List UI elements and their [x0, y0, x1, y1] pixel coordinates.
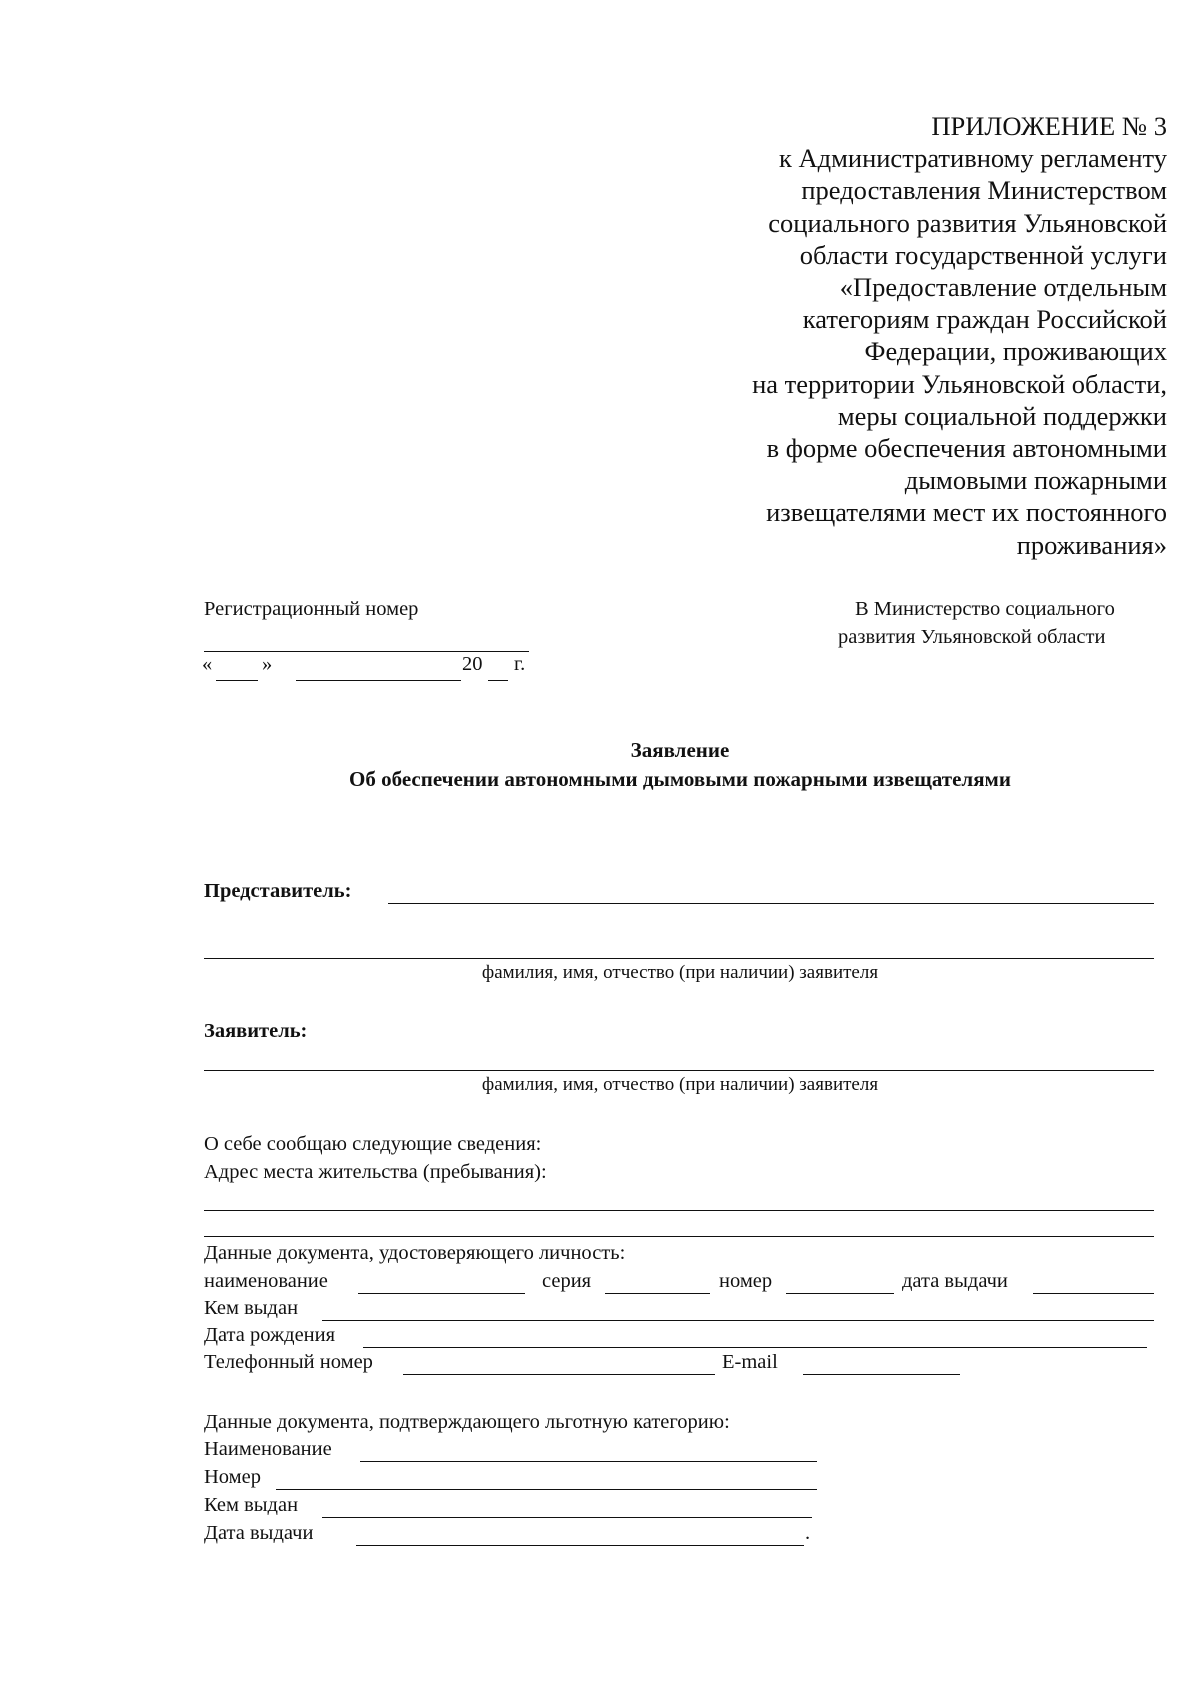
appendix-line: предоставления Министерством	[801, 175, 1167, 206]
birth-date-field[interactable]	[363, 1347, 1147, 1348]
appendix-line: к Административному регламенту	[779, 143, 1167, 174]
email-label: E-mail	[722, 1351, 778, 1373]
representative-label: Представитель:	[204, 880, 352, 902]
phone-field[interactable]	[403, 1374, 715, 1375]
applicant-label: Заявитель:	[204, 1020, 308, 1042]
appendix-line: «Предоставление отдельным	[839, 272, 1167, 303]
identity-doc-issued-by-label: Кем выдан	[204, 1297, 299, 1319]
benefit-doc-issue-date-field[interactable]	[356, 1545, 804, 1546]
benefit-doc-number-label: Номер	[204, 1466, 261, 1488]
registration-number-label: Регистрационный номер	[204, 598, 419, 620]
registration-number-field[interactable]	[204, 651, 529, 652]
appendix-header	[600, 110, 1167, 561]
appendix-line: на территории Ульяновской области,	[752, 368, 1167, 399]
address-field-line-2[interactable]	[204, 1236, 1154, 1237]
statement-subtitle: Об обеспечении автономными дымовыми пожарными извещателями	[349, 767, 1011, 791]
representative-name-field[interactable]	[204, 958, 1154, 959]
benefit-doc-end-mark: .	[805, 1522, 811, 1544]
identity-doc-series-field[interactable]	[605, 1293, 710, 1294]
appendix-line: категориям граждан Российской	[802, 304, 1167, 335]
registration-day-field[interactable]	[216, 680, 258, 681]
identity-doc-issue-date-field[interactable]	[1033, 1293, 1154, 1294]
benefit-doc-number-field[interactable]	[276, 1489, 817, 1490]
identity-doc-name-label: наименование	[204, 1270, 328, 1292]
phone-label: Телефонный номер	[204, 1351, 373, 1373]
appendix-title: ПРИЛОЖЕНИЕ № 3	[931, 111, 1167, 141]
registration-year-suffix: г.	[514, 653, 526, 675]
email-field[interactable]	[803, 1374, 960, 1375]
addressee-line-1: В Министерство социального	[855, 598, 1115, 620]
benefit-doc-heading: Данные документа, подтверждающего льготную категорию:	[204, 1411, 730, 1433]
appendix-line: Федерации, проживающих	[864, 336, 1167, 367]
identity-doc-name-field[interactable]	[358, 1293, 525, 1294]
representative-caption: фамилия, имя, отчество (при наличии) заявителя	[481, 962, 879, 983]
appendix-line: дымовыми пожарными	[904, 465, 1167, 496]
benefit-doc-issued-by-field[interactable]	[322, 1517, 812, 1518]
appendix-line: области государственной услуги	[799, 239, 1167, 270]
about-intro: О себе сообщаю следующие сведения:	[204, 1133, 542, 1155]
applicant-name-field[interactable]	[204, 1070, 1154, 1071]
benefit-doc-issue-date-label: Дата выдачи	[204, 1522, 314, 1544]
birth-date-label: Дата рождения	[204, 1324, 336, 1346]
address-field-line-1[interactable]	[204, 1210, 1154, 1211]
statement-title: Заявление	[630, 738, 730, 762]
representative-field[interactable]	[388, 903, 1154, 904]
identity-doc-issue-date-label: дата выдачи	[902, 1270, 1008, 1292]
appendix-line: извещателями мест их постоянного	[766, 497, 1167, 528]
identity-doc-heading: Данные документа, удостоверяющего личность:	[204, 1242, 626, 1264]
benefit-doc-name-field[interactable]	[360, 1461, 817, 1462]
applicant-caption: фамилия, имя, отчество (при наличии) заявителя	[481, 1074, 879, 1095]
identity-doc-number-field[interactable]	[786, 1293, 894, 1294]
appendix-line: социального развития Ульяновской	[768, 207, 1167, 238]
appendix-line: в форме обеспечения автономными	[766, 433, 1167, 464]
identity-doc-series-label: серия	[542, 1270, 592, 1292]
appendix-line: проживания»	[1016, 529, 1167, 560]
registration-quote-open: «	[202, 653, 213, 675]
registration-quote-close: »	[262, 653, 273, 675]
registration-year-prefix: 20	[462, 653, 483, 675]
addressee-line-2: развития Ульяновской области	[838, 626, 1106, 648]
benefit-doc-name-label: Наименование	[204, 1438, 332, 1460]
appendix-line: меры социальной поддержки	[837, 400, 1167, 431]
registration-year-field[interactable]	[488, 680, 508, 681]
registration-month-field[interactable]	[296, 680, 461, 681]
benefit-doc-issued-by-label: Кем выдан	[204, 1494, 299, 1516]
identity-doc-number-label: номер	[719, 1270, 773, 1292]
identity-doc-issued-by-field[interactable]	[322, 1320, 1154, 1321]
address-label: Адрес места жительства (пребывания):	[204, 1161, 547, 1183]
